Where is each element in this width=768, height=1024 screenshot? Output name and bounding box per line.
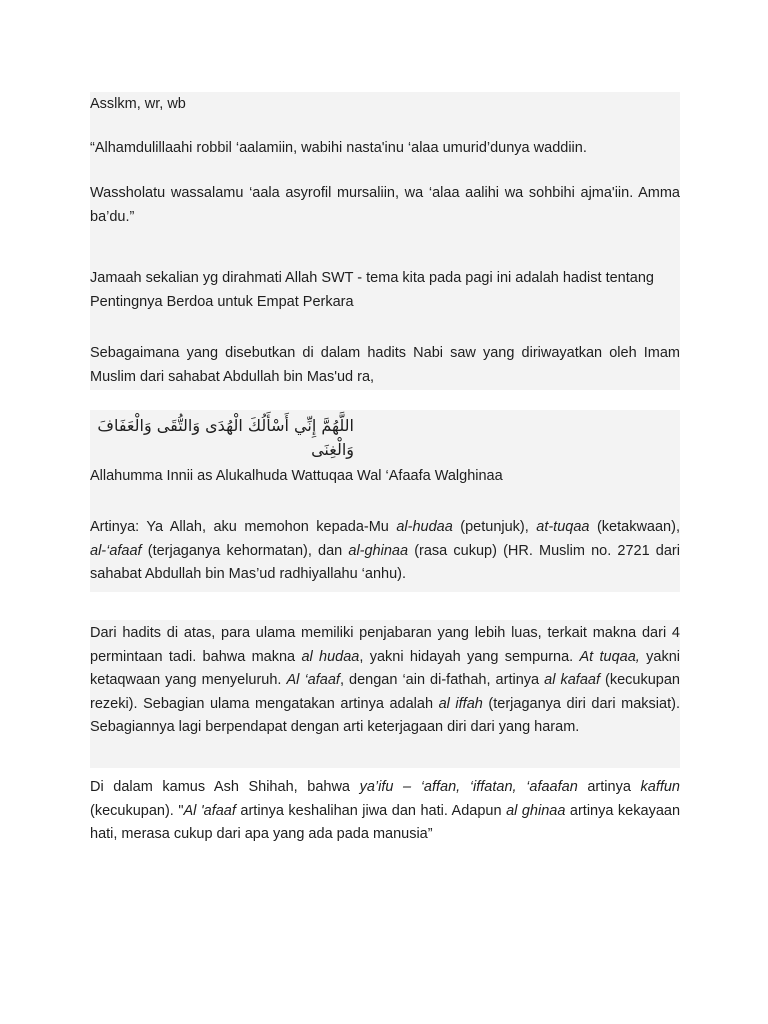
opening (90, 137, 680, 161)
explanation-part: (terjaganya diri dari maksiat). Sebagiannya lagi berpendapat dengan arti keterjagaan diri dari yang haram. (90, 695, 680, 735)
dictionary-part: (kecukupan). " (90, 802, 184, 819)
dictionary-text (90, 776, 680, 847)
intro-lead: Jamaah sekalian yg dirahmati Allah SWT - tema kita pada pagi ini adalah hadist tentang (90, 270, 654, 286)
source-paragraph (90, 342, 680, 389)
sholawat-text: Wassholatu wassalamu ‘aala asyrofil mursaliin, wa ‘alaa aalihi wa sohbihi ajma'iin. Amma ba’du.” (90, 185, 680, 225)
meaning-part: Artinya: Ya Allah, aku memohon kepada-Mu (90, 519, 397, 535)
transliteration (90, 465, 680, 489)
term-at-tuqaa: at-tuqaa (536, 519, 590, 535)
term-al-iffah: al iffah (438, 695, 483, 712)
arabic-doa (90, 414, 680, 461)
opening-text: “Alhamdulillaahi robbil ‘aalamiin, wabihi nasta'inu ‘alaa umurid’dunya waddiin. (90, 140, 587, 156)
dictionary-part: Di dalam kamus Ash Shihah, bahwa (90, 779, 360, 795)
sholawat (90, 182, 680, 229)
explanation-part: , yakni hidayah yang sempurna. (359, 648, 580, 665)
term-at-tuqaa: At tuqaa, (579, 648, 640, 665)
meaning-part: (petunjuk), (452, 519, 537, 535)
meaning-text (90, 516, 680, 587)
dictionary-part: artinya (577, 779, 641, 795)
dictionary-part: artinya keshalihan jiwa dan hati. Adapun (235, 802, 507, 819)
meaning-part: (terjaganya kehormatan), dan (141, 542, 349, 559)
meaning-part: (ketakwaan), (589, 519, 680, 535)
explanation-text (90, 622, 680, 740)
intro-paragraph (90, 267, 686, 314)
term-al-hudaa: al-hudaa (396, 519, 453, 535)
explanation-part: Dari hadits di atas, para ulama memiliki penjabaran yang lebih luas, terkait makna dari 4 permintaan tadi. bahwa makna (90, 625, 680, 665)
greeting-text: Asslkm, wr, wb (90, 96, 186, 112)
arabic-doa-text: اللَّهُمَّ إِنِّي أَسْأَلُكَ الْهُدَى وَالتُّقَى وَالْعَفَافَ وَالْغِنَى (97, 416, 354, 459)
intro-topic: Pentingnya Berdoa untuk Empat Perkara (90, 293, 354, 310)
term-al-ghinaa: al ghinaa (506, 802, 566, 819)
meaning-paragraph (90, 516, 680, 587)
term-al-afaaf: Al 'afaaf (183, 802, 236, 819)
term-al-afaaf: al-‘afaaf (90, 542, 142, 559)
term-al-hudaa: al hudaa (301, 648, 360, 665)
dictionary-part: artinya kekayaan hati, merasa cukup dari apa yang ada pada manusia” (90, 802, 681, 842)
dictionary-paragraph (90, 776, 680, 847)
explanation-part: yakni ketaqwaan yang menyeluruh. (90, 648, 680, 688)
term-kaffun: kaffun (640, 779, 680, 795)
transliteration-text: Allahumma Innii as Alukalhuda Wattuqaa Wal ‘Afaafa Walghinaa (90, 468, 503, 484)
meaning-part: (rasa cukup) (HR. Muslim no. 2721 dari sahabat Abdullah bin Mas’ud radhiyallahu ‘anhu). (90, 542, 680, 582)
source-text: Sebagaimana yang disebutkan di dalam hadits Nabi saw yang diriwayatkan oleh Imam Muslim dari sahabat Abdullah bin Mas'ud ra, (90, 345, 680, 385)
greeting (90, 93, 680, 117)
term-yaifu: ya’ifu – ‘affan, ‘iffatan, ‘afaafan (359, 779, 578, 795)
intro-text (90, 267, 686, 314)
explanation-paragraph (90, 622, 680, 740)
explanation-part: , dengan ‘ain di-fathah, artinya (339, 672, 545, 688)
term-al-afaaf: Al ‘afaaf (286, 672, 340, 688)
term-al-ghinaa: al-ghinaa (348, 542, 409, 559)
explanation-part: (kecukupan rezeki). Sebagian ulama mengatakan artinya adalah (90, 672, 680, 712)
term-al-kafaaf: al kafaaf (544, 672, 600, 688)
